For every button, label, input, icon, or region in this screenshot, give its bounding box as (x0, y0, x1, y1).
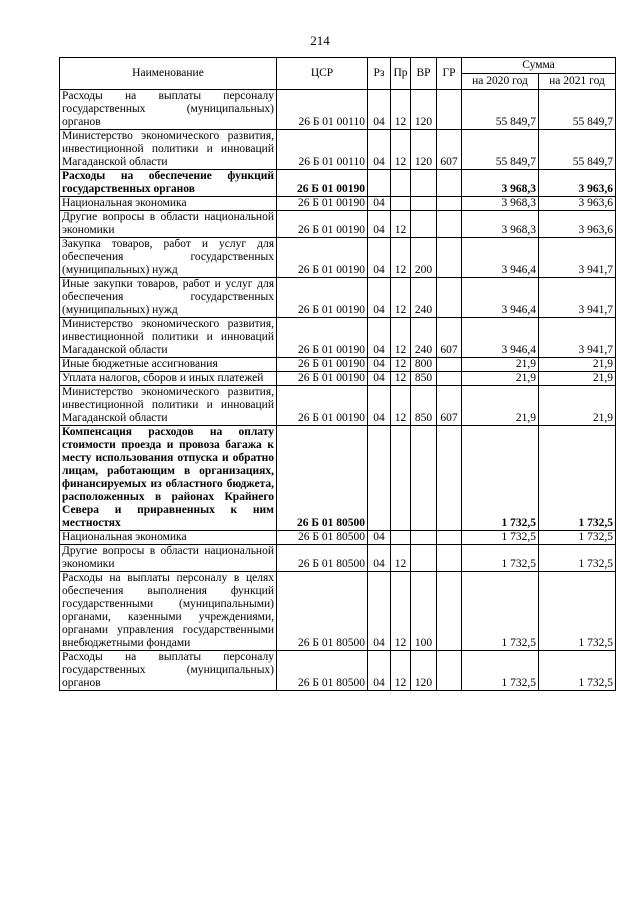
row-sum-2020: 1 732,5 (462, 651, 539, 691)
row-name: Министерство экономического развития, инвестиционной политики и инноваций Магаданской области (60, 318, 277, 358)
row-gr (437, 238, 462, 278)
row-pr (391, 170, 411, 197)
row-rz: 04 (368, 130, 391, 170)
row-name: Национальная экономика (60, 197, 277, 211)
row-csr: 26 Б 01 00190 (277, 211, 368, 238)
row-name: Компенсация расходов на оплату стоимости проезда и провоза багажа к месту использования отпуска и обратно лицам, работающим в организациях, финансируемых из областного бюджета, расположенных в районах Крайнего Севера и приравненных к ним местностях (60, 426, 277, 531)
row-vr (411, 531, 437, 545)
row-vr (411, 170, 437, 197)
row-csr: 26 Б 01 00110 (277, 130, 368, 170)
header-gr: ГР (437, 58, 462, 90)
row-sum-2021: 1 732,5 (539, 572, 616, 651)
row-rz (368, 426, 391, 531)
row-sum-2021: 1 732,5 (539, 531, 616, 545)
row-pr (391, 531, 411, 545)
row-sum-2021: 21,9 (539, 358, 616, 372)
row-name: Расходы на выплаты персоналу государственных (муниципальных) органов (60, 651, 277, 691)
row-gr (437, 651, 462, 691)
row-vr (411, 211, 437, 238)
row-sum-2021: 21,9 (539, 386, 616, 426)
row-pr: 12 (391, 572, 411, 651)
row-sum-2021: 21,9 (539, 372, 616, 386)
row-name: Национальная экономика (60, 531, 277, 545)
row-name: Закупка товаров, работ и услуг для обеспечения государственных (муниципальных) нужд (60, 238, 277, 278)
row-gr (437, 90, 462, 130)
row-gr (437, 572, 462, 651)
row-pr: 12 (391, 358, 411, 372)
row-rz: 04 (368, 278, 391, 318)
row-pr: 12 (391, 651, 411, 691)
row-sum-2021: 3 963,6 (539, 211, 616, 238)
row-sum-2020: 3 968,3 (462, 170, 539, 197)
row-csr: 26 Б 01 80500 (277, 426, 368, 531)
row-vr (411, 197, 437, 211)
row-gr (437, 197, 462, 211)
row-rz: 04 (368, 90, 391, 130)
row-rz: 04 (368, 318, 391, 358)
row-csr: 26 Б 01 80500 (277, 572, 368, 651)
row-rz: 04 (368, 545, 391, 572)
row-sum-2020: 3 968,3 (462, 197, 539, 211)
table-row (60, 318, 616, 358)
table-row (60, 372, 616, 386)
row-pr: 12 (391, 318, 411, 358)
row-sum-2020: 3 968,3 (462, 211, 539, 238)
row-csr: 26 Б 01 00190 (277, 278, 368, 318)
row-sum-2021: 1 732,5 (539, 545, 616, 572)
budget-table (59, 57, 616, 691)
row-vr: 240 (411, 278, 437, 318)
row-rz: 04 (368, 238, 391, 278)
row-name: Другие вопросы в области национальной экономики (60, 545, 277, 572)
header-rz: Рз (368, 58, 391, 90)
row-rz: 04 (368, 197, 391, 211)
row-sum-2020: 3 946,4 (462, 318, 539, 358)
table-row (60, 278, 616, 318)
header-name: Наименование (60, 58, 277, 90)
row-sum-2020: 21,9 (462, 372, 539, 386)
row-name: Расходы на выплаты персоналу государственных (муниципальных) органов (60, 90, 277, 130)
row-csr: 26 Б 01 00110 (277, 90, 368, 130)
table-body (60, 90, 616, 691)
row-csr: 26 Б 01 00190 (277, 358, 368, 372)
row-rz: 04 (368, 531, 391, 545)
row-sum-2020: 55 849,7 (462, 90, 539, 130)
table-row (60, 545, 616, 572)
table-row (60, 90, 616, 130)
row-pr: 12 (391, 130, 411, 170)
table-row (60, 572, 616, 651)
row-gr: 607 (437, 130, 462, 170)
row-vr: 800 (411, 358, 437, 372)
row-csr: 26 Б 01 80500 (277, 531, 368, 545)
header-year-2021: на 2021 год (539, 74, 616, 90)
row-gr (437, 278, 462, 318)
row-csr: 26 Б 01 00190 (277, 372, 368, 386)
row-vr (411, 426, 437, 531)
row-rz: 04 (368, 372, 391, 386)
row-vr: 120 (411, 651, 437, 691)
row-sum-2021: 1 732,5 (539, 651, 616, 691)
row-pr: 12 (391, 238, 411, 278)
row-csr: 26 Б 01 80500 (277, 651, 368, 691)
row-vr: 120 (411, 130, 437, 170)
row-gr (437, 358, 462, 372)
row-gr: 607 (437, 318, 462, 358)
row-sum-2020: 55 849,7 (462, 130, 539, 170)
row-sum-2020: 3 946,4 (462, 278, 539, 318)
row-rz (368, 170, 391, 197)
row-sum-2020: 1 732,5 (462, 531, 539, 545)
row-vr: 850 (411, 372, 437, 386)
row-sum-2020: 3 946,4 (462, 238, 539, 278)
header-year-2020: на 2020 год (462, 74, 539, 90)
row-pr: 12 (391, 372, 411, 386)
header-sum: Сумма (462, 58, 616, 74)
row-gr (437, 372, 462, 386)
header-pr: Пр (391, 58, 411, 90)
row-pr: 12 (391, 90, 411, 130)
row-pr: 12 (391, 386, 411, 426)
table-row (60, 426, 616, 531)
table-row (60, 531, 616, 545)
row-gr: 607 (437, 386, 462, 426)
table-row (60, 170, 616, 197)
row-pr (391, 426, 411, 531)
row-name: Расходы на выплаты персоналу в целях обеспечения выполнения функций государственными (муниципальными) органами, казенными учреждениями, органами управления государственными внебюджетными фондами (60, 572, 277, 651)
row-csr: 26 Б 01 00190 (277, 170, 368, 197)
row-sum-2021: 3 963,6 (539, 170, 616, 197)
row-sum-2021: 3 941,7 (539, 238, 616, 278)
row-gr (437, 426, 462, 531)
row-vr: 100 (411, 572, 437, 651)
table-row (60, 197, 616, 211)
row-rz: 04 (368, 211, 391, 238)
row-name: Министерство экономического развития, инвестиционной политики и инноваций Магаданской области (60, 386, 277, 426)
table-row (60, 651, 616, 691)
row-vr: 120 (411, 90, 437, 130)
row-vr: 850 (411, 386, 437, 426)
row-rz: 04 (368, 651, 391, 691)
row-rz: 04 (368, 386, 391, 426)
row-gr (437, 545, 462, 572)
row-sum-2021: 3 941,7 (539, 318, 616, 358)
row-sum-2021: 55 849,7 (539, 90, 616, 130)
row-sum-2020: 21,9 (462, 386, 539, 426)
row-sum-2020: 21,9 (462, 358, 539, 372)
row-sum-2021: 55 849,7 (539, 130, 616, 170)
header-csr: ЦСР (277, 58, 368, 90)
row-csr: 26 Б 01 00190 (277, 318, 368, 358)
row-vr: 200 (411, 238, 437, 278)
row-name: Расходы на обеспечение функций государственных органов (60, 170, 277, 197)
row-gr (437, 211, 462, 238)
row-sum-2020: 1 732,5 (462, 545, 539, 572)
row-pr (391, 197, 411, 211)
row-vr (411, 545, 437, 572)
row-sum-2021: 1 732,5 (539, 426, 616, 531)
row-name: Министерство экономического развития, инвестиционной политики и инноваций Магаданской области (60, 130, 277, 170)
row-vr: 240 (411, 318, 437, 358)
header-vr: ВР (411, 58, 437, 90)
row-csr: 26 Б 01 00190 (277, 197, 368, 211)
table-row (60, 386, 616, 426)
row-pr: 12 (391, 278, 411, 318)
row-sum-2021: 3 941,7 (539, 278, 616, 318)
row-gr (437, 170, 462, 197)
row-pr: 12 (391, 211, 411, 238)
row-csr: 26 Б 01 00190 (277, 386, 368, 426)
row-name: Иные закупки товаров, работ и услуг для обеспечения государственных (муниципальных) нужд (60, 278, 277, 318)
table-header-row (60, 58, 616, 74)
row-sum-2020: 1 732,5 (462, 572, 539, 651)
table-row (60, 211, 616, 238)
table-row (60, 130, 616, 170)
row-name: Другие вопросы в области национальной экономики (60, 211, 277, 238)
row-name: Иные бюджетные ассигнования (60, 358, 277, 372)
row-csr: 26 Б 01 80500 (277, 545, 368, 572)
row-pr: 12 (391, 545, 411, 572)
page-number: 214 (310, 33, 330, 48)
row-name: Уплата налогов, сборов и иных платежей (60, 372, 277, 386)
row-rz: 04 (368, 358, 391, 372)
row-csr: 26 Б 01 00190 (277, 238, 368, 278)
row-rz: 04 (368, 572, 391, 651)
row-sum-2021: 3 963,6 (539, 197, 616, 211)
table-row (60, 358, 616, 372)
row-gr (437, 531, 462, 545)
table-row (60, 238, 616, 278)
row-sum-2020: 1 732,5 (462, 426, 539, 531)
